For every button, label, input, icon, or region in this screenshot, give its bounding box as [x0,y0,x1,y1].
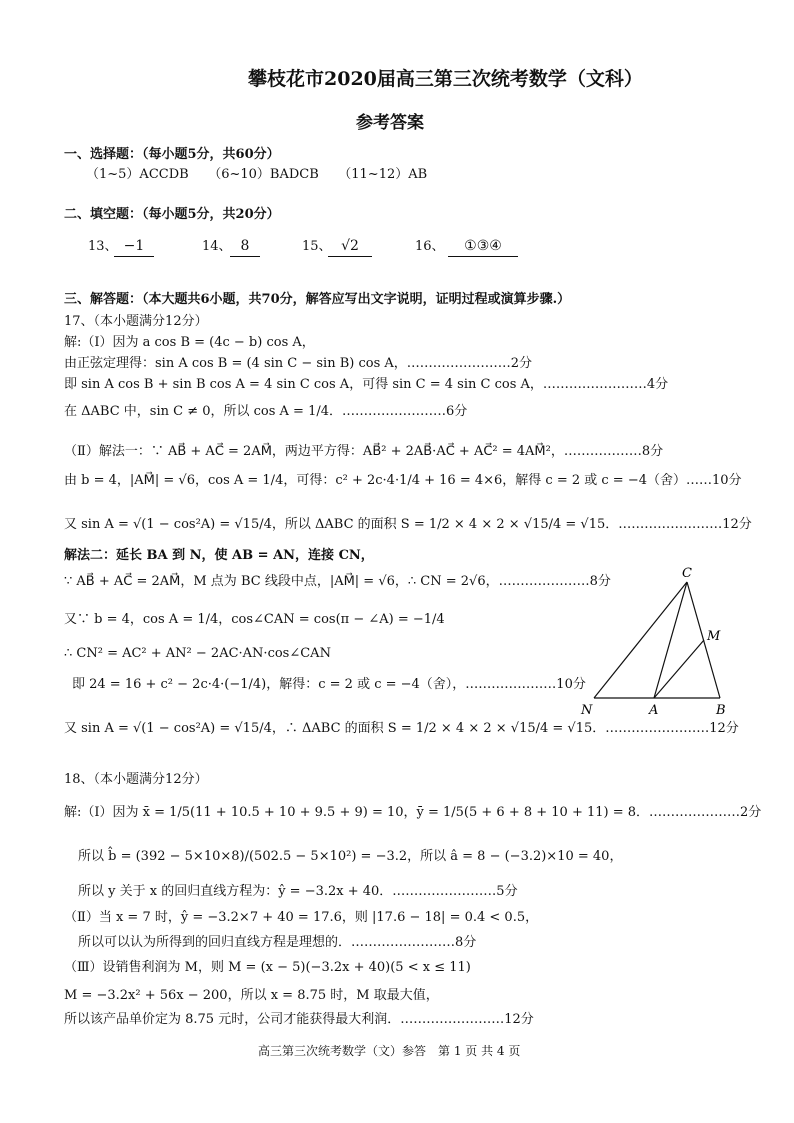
segment-AC [654,582,687,698]
section2-heading: 二、填空题：（每小题5分，共20分） [64,207,280,222]
q17-line: ∵ AB⃗ + AC⃗ = 2AM⃗，M 点为 BC 线段中点，|AM⃗| = √6，∴ CN = 2√6，…………………8分 [64,574,611,589]
q18-line: 所以 y 关于 x 的回归直线方程为：ŷ = −3.2x + 40．……………………5分 [78,884,518,899]
segment-NC [594,582,687,698]
q18-line: （Ⅱ）当 x = 7 时，ŷ = −3.2×7 + 40 = 17.6，则 |17.6 − 18| = 0.4 < 0.5， [64,910,539,925]
fill-label-14: 14、 [202,239,232,254]
q18-line: 所以 b̂ = (392 − 5×10×8)/(502.5 − 5×10²) = −3.2，所以 â = 8 − (−3.2)×10 = 40， [78,849,623,864]
q17-line: 17、（本小题满分12分） [64,314,208,329]
q18-line: （Ⅲ）设销售利润为 M，则 M = (x − 5)(−3.2x + 40)(5 < x ≤ 11) [64,960,471,975]
q17-line: 又 sin A = √(1 − cos²A) = √15/4，所以 ΔABC 的面积 S = 1/2 × 4 × 2 × √15/4 = √15．……………………12分 [64,517,752,532]
q17-line: 由正弦定理得：sin A cos B = (4 sin C − sin B) cos A，……………………2分 [64,356,533,371]
section3-heading: 三、解答题：（本大题共6小题，共70分，解答应写出文字说明，证明过程或演算步骤.） [64,292,571,307]
q17-line: 又∵ b = 4，cos A = 1/4，cos∠CAN = cos(π − ∠A) = −1/4 [64,612,445,627]
label-C: C [682,566,692,581]
label-B: B [716,703,726,718]
q18-line: 所以可以认为所得到的回归直线方程是理想的．……………………8分 [78,935,477,950]
fill-answer-15: √2 [328,236,372,257]
q17-line: 解:（Ⅰ）因为 a cos B = (4c − b) cos A， [64,335,315,350]
fill-label-15: 15、 [302,239,332,254]
section1-answers: （1~5）ACCDB （6~10）BADCB （11~12）AB [86,167,428,182]
page-subtitle: 参考答案 [356,113,424,133]
q18-line: M = −3.2x² + 56x − 200，所以 x = 8.75 时，M 取最大值， [64,988,439,1003]
q17-line: （Ⅱ）解法一：∵ AB⃗ + AC⃗ = 2AM⃗，两边平方得：AB⃗² + 2AB⃗·AC⃗ + AC⃗² = 4AM⃗²，………………8分 [64,444,664,459]
q17-line: 在 ΔABC 中，sin C ≠ 0，所以 cos A = 1/4．……………………6分 [64,404,468,419]
fill-label-13: 13、 [88,239,118,254]
fill-label-16: 16、 [415,239,445,254]
label-A: A [649,703,659,718]
page-title: 攀枝花市2020届高三第三次统考数学（文科） [248,68,643,90]
fill-answer-13: −1 [114,236,154,257]
q17-line: 由 b = 4，|AM⃗| = √6，cos A = 1/4，可得：c² + 2c·4·1/4 + 16 = 4×6，解得 c = 2 或 c = −4（舍）……10分 [64,473,742,488]
q18-line: 解:（Ⅰ）因为 x̄ = 1/5(11 + 10.5 + 10 + 9.5 + 9) = 10，ȳ = 1/5(5 + 6 + 8 + 10 + 11) = 8．…………………2分 [64,805,762,820]
q17-line: ∴ CN² = AC² + AN² − 2AC·AN·cos∠CAN [64,646,331,661]
q17-line: 解法二：延长 BA 到 N，使 AB = AN，连接 CN， [64,548,374,563]
section1-heading: 一、选择题：（每小题5分，共60分） [64,147,280,162]
segment-AM [654,640,704,698]
fill-answer-16: ①③④ [448,236,518,257]
label-M: M [707,629,721,644]
q17-line: 又 sin A = √(1 − cos²A) = √15/4，∴ ΔABC 的面积 S = 1/2 × 4 × 2 × √15/4 = √15．……………………12分 [64,721,739,736]
q17-line: 即 24 = 16 + c² − 2c·4·(−1/4)，解得：c = 2 或 c = −4（舍），…………………10分 [72,677,586,692]
q17-line: 即 sin A cos B + sin B cos A = 4 sin C cos A，可得 sin C = 4 sin C cos A，……………………4分 [64,377,669,392]
page-footer: 高三第三次统考数学（文）参答 第 1 页 共 4 页 [258,1044,521,1058]
fill-answer-14: 8 [230,236,260,257]
triangle-figure [578,560,748,720]
q18-line: 18、（本小题满分12分） [64,772,208,787]
label-N: N [581,703,593,718]
q18-line: 所以该产品单价定为 8.75 元时，公司才能获得最大利润．……………………12分 [64,1012,534,1027]
